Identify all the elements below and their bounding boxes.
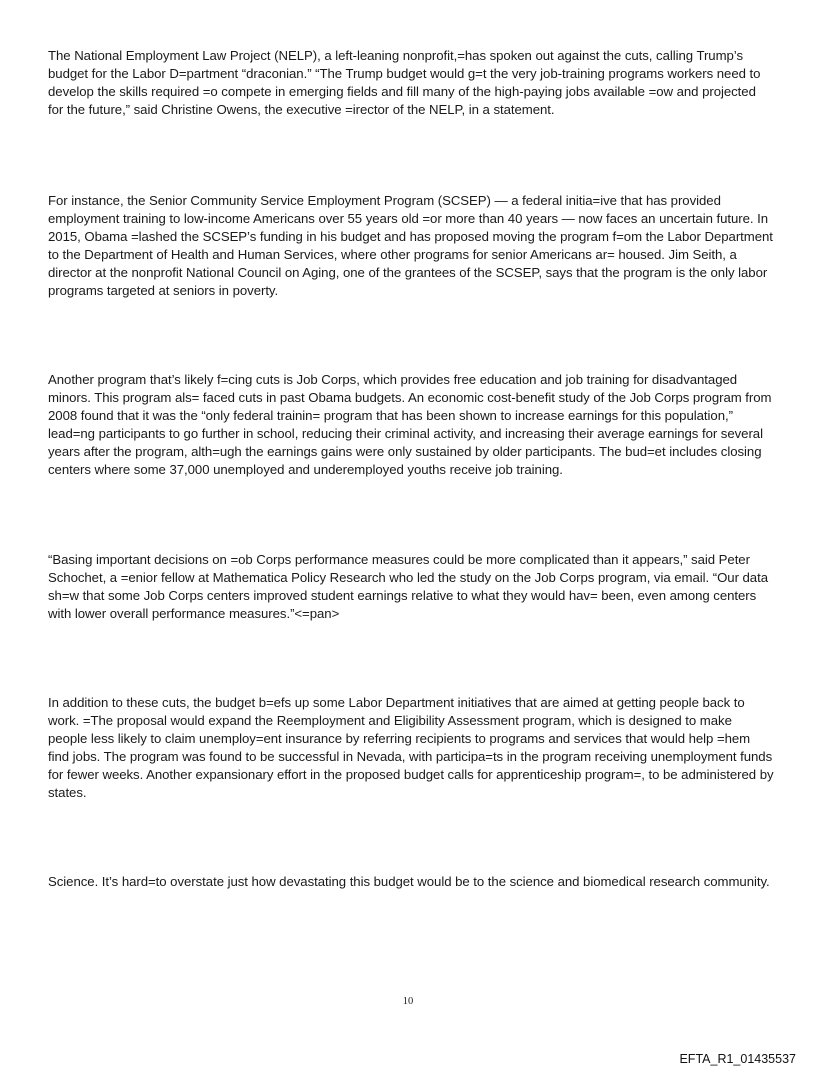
paragraph-labor-initiatives: In addition to these cuts, the budget b=efs up some Labor Department initiatives that are aimed at getting people back to work. =The proposal would expand the Reemployment and Eligibility Assessment program, which is designed to make people less likely to claim unemploy=ent insurance by referring recipients to programs and services that would help =hem find jobs. The program was found to be successful in Nevada, with participa=ts in the program receiving unemployment funds for fewer weeks. Another expansionary effort in the proposed budget calls for apprenticeship program=, to be administered by states. [48, 695, 774, 800]
paragraph-science: Science. It’s hard=to overstate just how devastating this budget would be to the science and biomedical research community. [48, 874, 770, 889]
paragraph-schochet-quote: “Basing important decisions on =ob Corps performance measures could be more complicated than it appears,” said Peter Schochet, a =enior fellow at Mathematica Policy Research who led the study on the Job Corps program, via email. “Our data sh=w that some Job Corps centers improved student earnings relative to what they would hav= been, even among centers with lower overall performance measures.”<=pan> [48, 552, 768, 621]
paragraph-nelp: The National Employment Law Project (NELP), a left-leaning nonprofit,=has spoken out against the cuts, calling Trump’s budget for the Labor D=partment “draconian.” “The Trump budget would g=t the very job-training programs workers need to develop the skills required =o compete in emerging fields and fill many of the high-paying jobs available =ow and projected for the future,” said Christine Owens, the executive =irector of the NELP, in a statement. [48, 48, 761, 117]
page-number: 10 [402, 996, 414, 1007]
paragraph-job-corps: Another program that’s likely f=cing cuts is Job Corps, which provides free education and job training for disadvantaged minors. This program als= faced cuts in past Obama budgets. An economic cost-benefit study of the Job Corps program from 2008 found that it was the “only federal trainin= program that has been shown to increase earnings for this population,” lead=ng participants to go further in school, reducing their criminal activity, and increasing their average earnings for several years after the program, alth=ugh the earnings gains were only sustained by older participants. The bud=et includes closing centers where some 37,000 unemployed and underemployed youths receive job training. [48, 372, 772, 477]
paragraph-scsep: For instance, the Senior Community Service Employment Program (SCSEP) — a federal initia=ive that has provided employment training to low-income Americans over 55 years old =or more than 40 years — now faces an uncertain future. In 2015, Obama =lashed the SCSEP’s funding in his budget and has proposed moving the program f=om the Labor Department to the Department of Health and Human Services, where other programs for senior Americans ar= housed. Jim Seith, a director at the nonprofit National Council on Aging, one of the grantees of the SCSEP, says that the program is the only labor programs targeted at seniors in poverty. [48, 193, 773, 298]
document-id-stamp: EFTA_R1_01435537 [679, 1052, 796, 1066]
